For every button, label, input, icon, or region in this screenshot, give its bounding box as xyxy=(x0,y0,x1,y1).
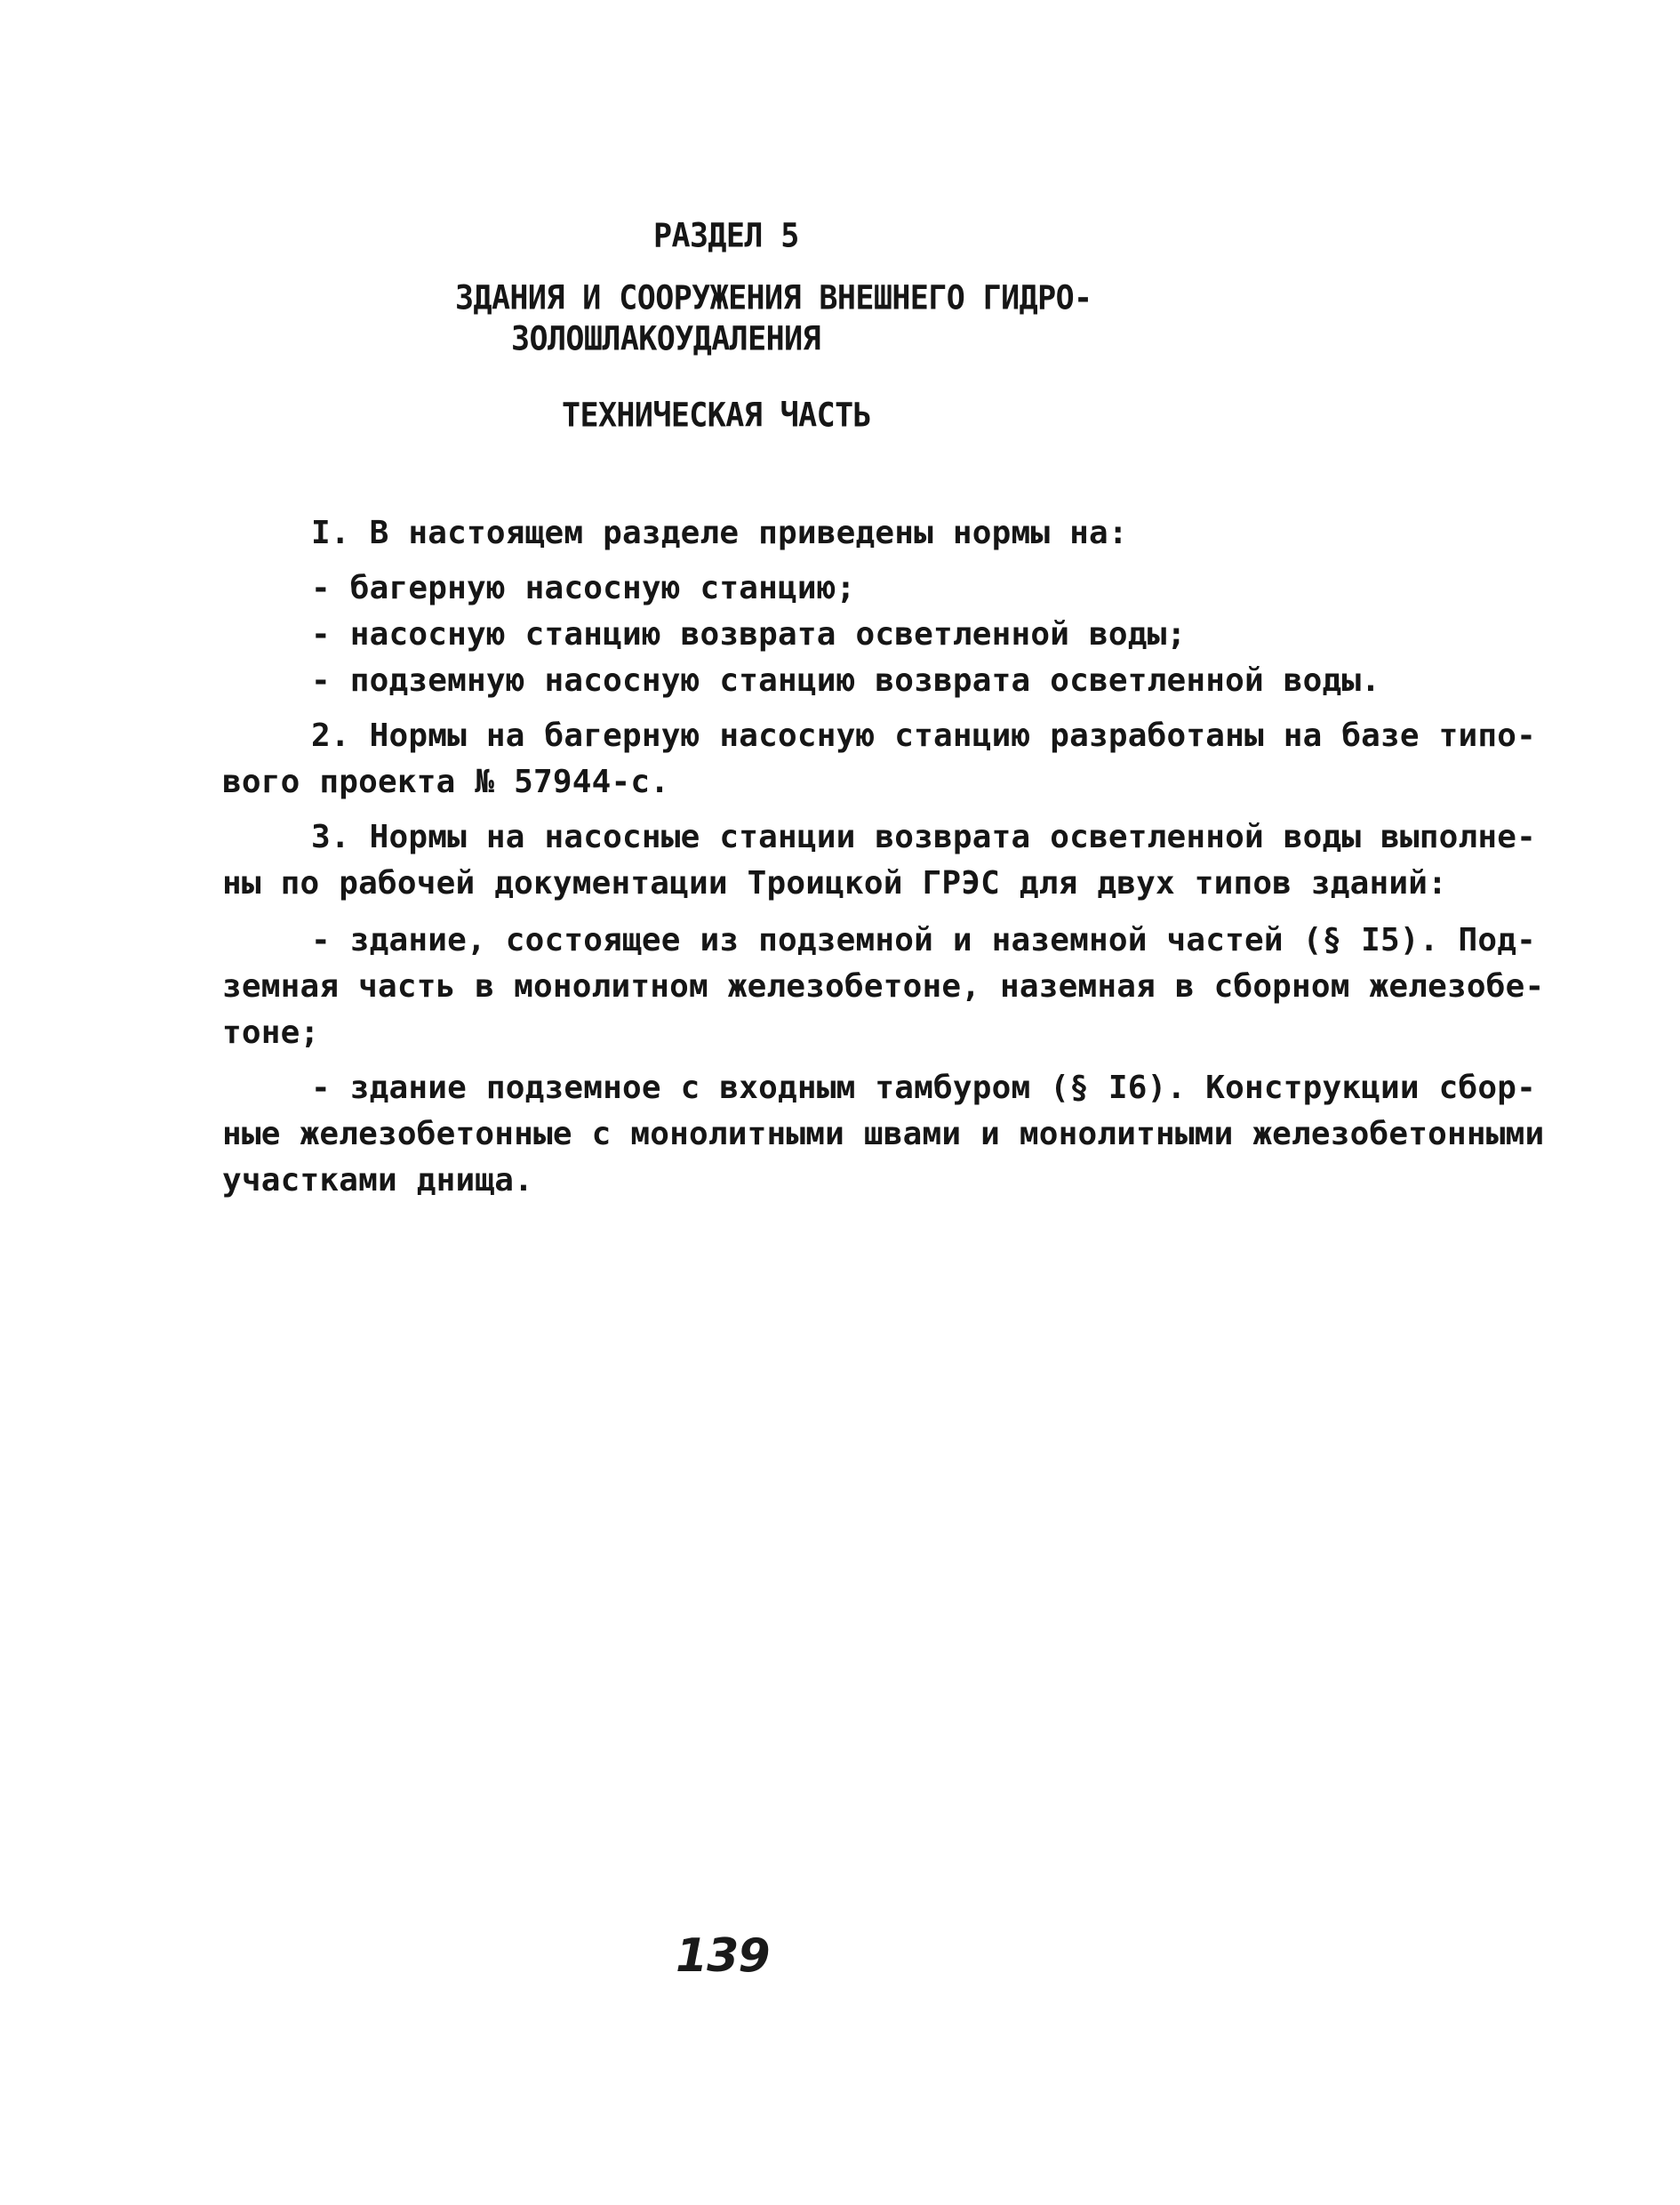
paragraph-2-line: вого проекта № 57944-с. xyxy=(222,764,670,800)
list-item: - багерную насосную станцию; xyxy=(311,570,856,606)
paragraph-4-line: земная часть в монолитном железобетоне, наземная в сборном железобе- xyxy=(222,968,1545,1005)
section-title-line-1: ЗДАНИЯ И СООРУЖЕНИЯ ВНЕШНЕГО ГИДРО- xyxy=(455,279,1092,318)
paragraph-5-line: - здание подземное с входным тамбуром (§ I6). Конструкции сбор- xyxy=(311,1070,1537,1106)
paragraph-4-line: тоне; xyxy=(222,1014,320,1051)
paragraph-3-line: ны по рабочей документации Троицкой ГРЭС для двух типов зданий: xyxy=(222,865,1448,902)
paragraph-5-line: участками днища. xyxy=(222,1162,533,1199)
paragraph-2-line: 2. Нормы на багерную насосную станцию разработаны на базе типо- xyxy=(311,718,1537,754)
paragraph-5-line: ные железобетонные с монолитными швами и монолитными железобетонными xyxy=(222,1116,1545,1152)
list-item: - подземную насосную станцию возврата осветленной воды. xyxy=(311,662,1381,699)
section-label: РАЗДЕЛ 5 xyxy=(653,217,799,256)
paragraph-4-line: - здание, состоящее из подземной и наземной частей (§ I5). Под- xyxy=(311,922,1537,958)
list-item: - насосную станцию возврата осветленной воды; xyxy=(311,616,1187,653)
section-subtitle: ТЕХНИЧЕСКАЯ ЧАСТЬ xyxy=(562,397,872,436)
paragraph-3-line: 3. Нормы на насосные станции возврата осветленной воды выполне- xyxy=(311,819,1537,855)
page-number: 139 xyxy=(676,1929,770,1983)
paragraph-1-line: I. В настоящем разделе приведены нормы на: xyxy=(311,515,1128,551)
section-title-line-2: ЗОЛОШЛАКОУДАЛЕНИЯ xyxy=(511,320,821,359)
